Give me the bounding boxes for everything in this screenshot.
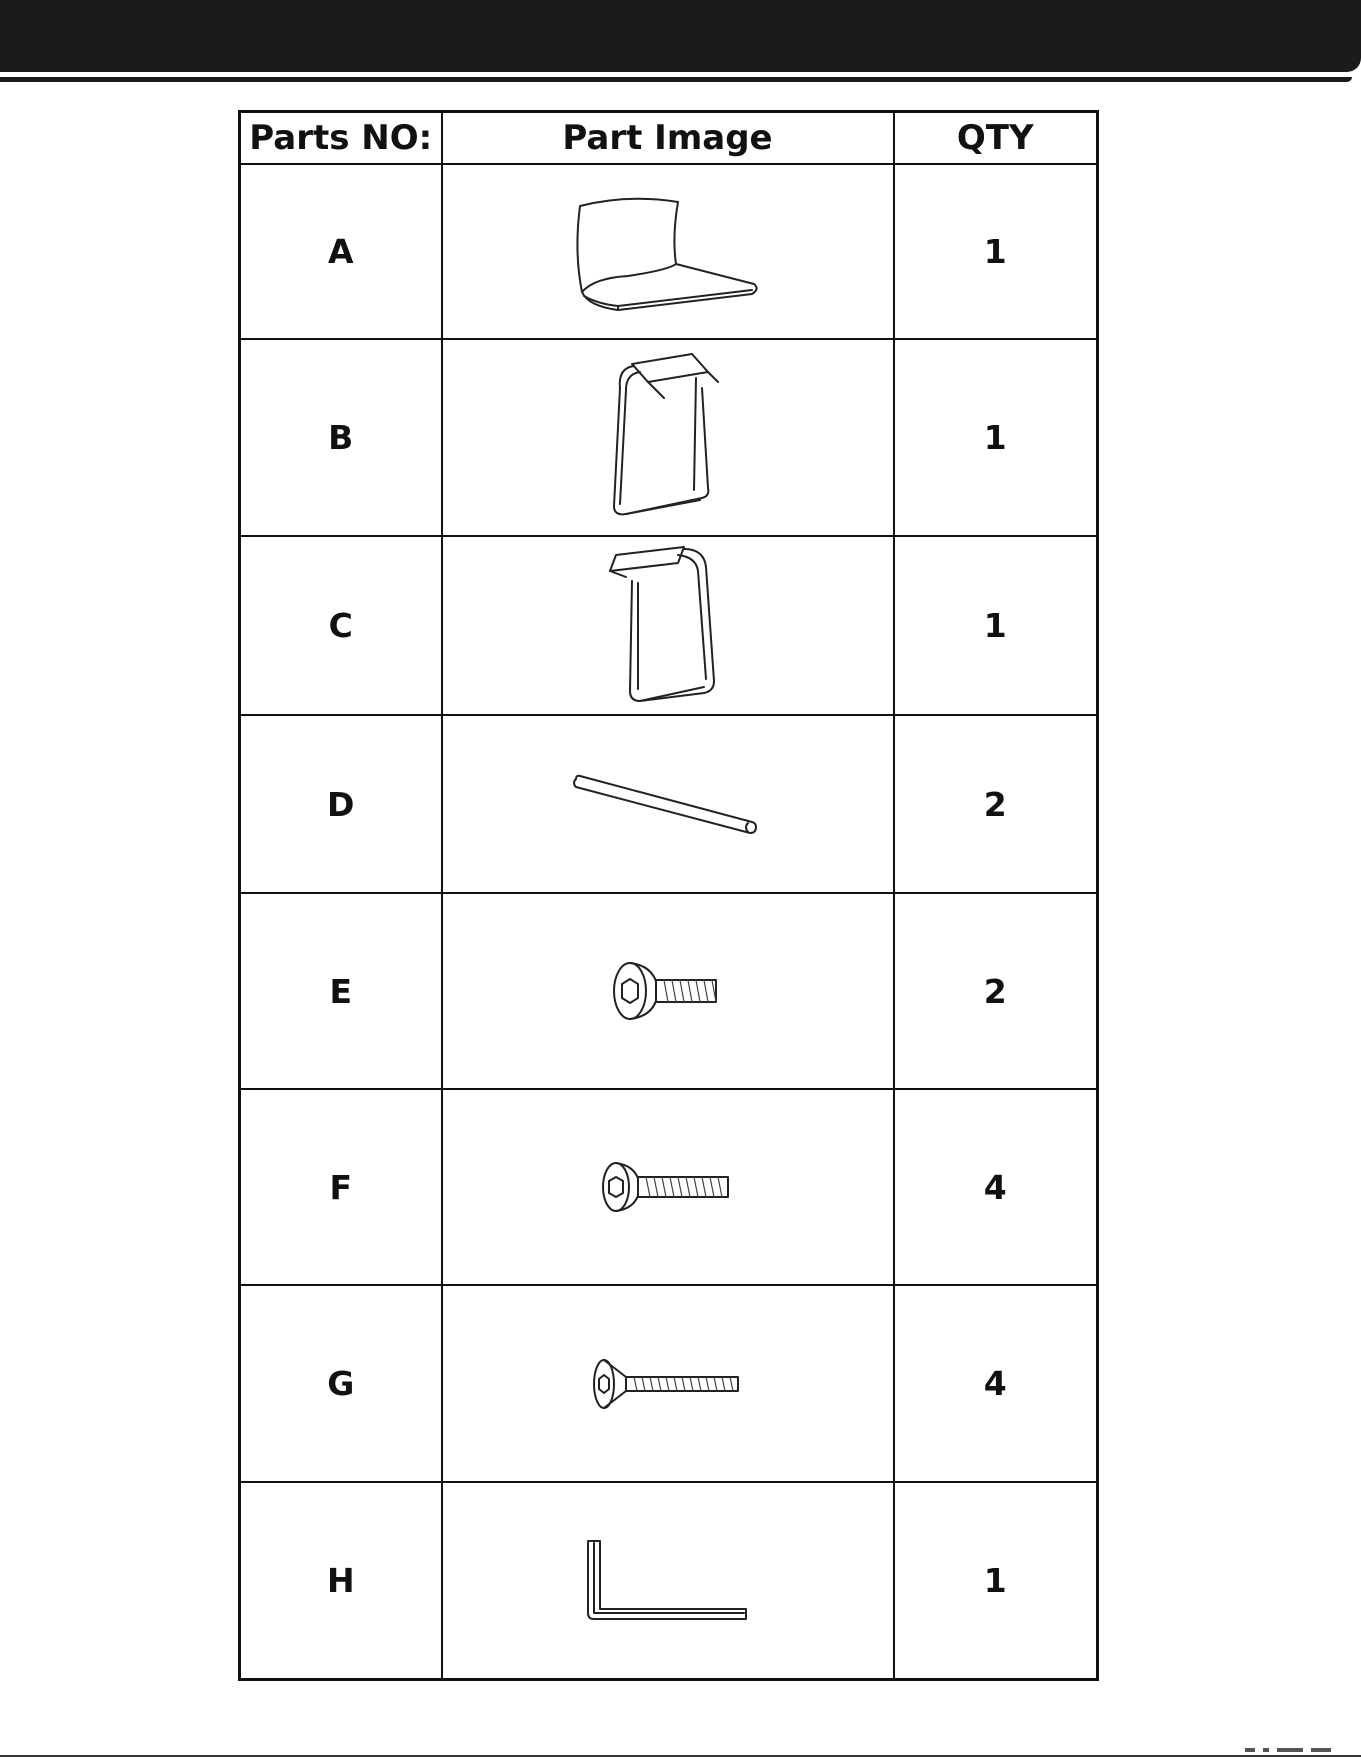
parts-table [238,110,1099,1681]
header-rule [0,77,1352,82]
part-image-cell [442,164,894,339]
table-row [240,1089,1098,1285]
part-code: G [240,1285,442,1482]
part-image-cell [442,1482,894,1679]
part-code: B [240,339,442,536]
part-image-cell [442,1089,894,1285]
part-qty: 1 [894,536,1098,715]
leg-frame-right-icon [598,348,738,528]
header-banner [0,0,1361,72]
table-row [240,1482,1098,1679]
part-qty: 4 [894,1285,1098,1482]
leg-frame-left-icon [598,541,738,711]
rod-icon [568,769,768,839]
allen-key-icon [578,1535,758,1625]
part-qty: 1 [894,339,1098,536]
header-qty: QTY [894,112,1098,165]
table-row [240,715,1098,893]
part-image-cell [442,536,894,715]
part-qty: 2 [894,893,1098,1089]
part-qty: 2 [894,715,1098,893]
part-code: H [240,1482,442,1679]
part-image-cell [442,715,894,893]
part-code: D [240,715,442,893]
header-part-image: Part Image [442,112,894,165]
table-row [240,536,1098,715]
part-qty: 1 [894,164,1098,339]
table-row [240,893,1098,1089]
seat-shell-icon [558,192,778,312]
part-image-cell [442,339,894,536]
medium-hex-bolt-icon [598,1152,738,1222]
footer-marks [1245,1748,1331,1752]
table-row [240,164,1098,339]
header-parts-no: Parts NO: [240,112,442,165]
footer-rule [0,1755,1361,1757]
table-row [240,339,1098,536]
part-image-cell [442,1285,894,1482]
part-code: E [240,893,442,1089]
long-countersunk-bolt-icon [588,1349,748,1419]
short-hex-bolt-icon [608,956,728,1026]
part-qty: 1 [894,1482,1098,1679]
part-image-cell [442,893,894,1089]
part-code: F [240,1089,442,1285]
part-code: C [240,536,442,715]
table-header-row [240,112,1098,165]
table-row [240,1285,1098,1482]
part-qty: 4 [894,1089,1098,1285]
part-code: A [240,164,442,339]
